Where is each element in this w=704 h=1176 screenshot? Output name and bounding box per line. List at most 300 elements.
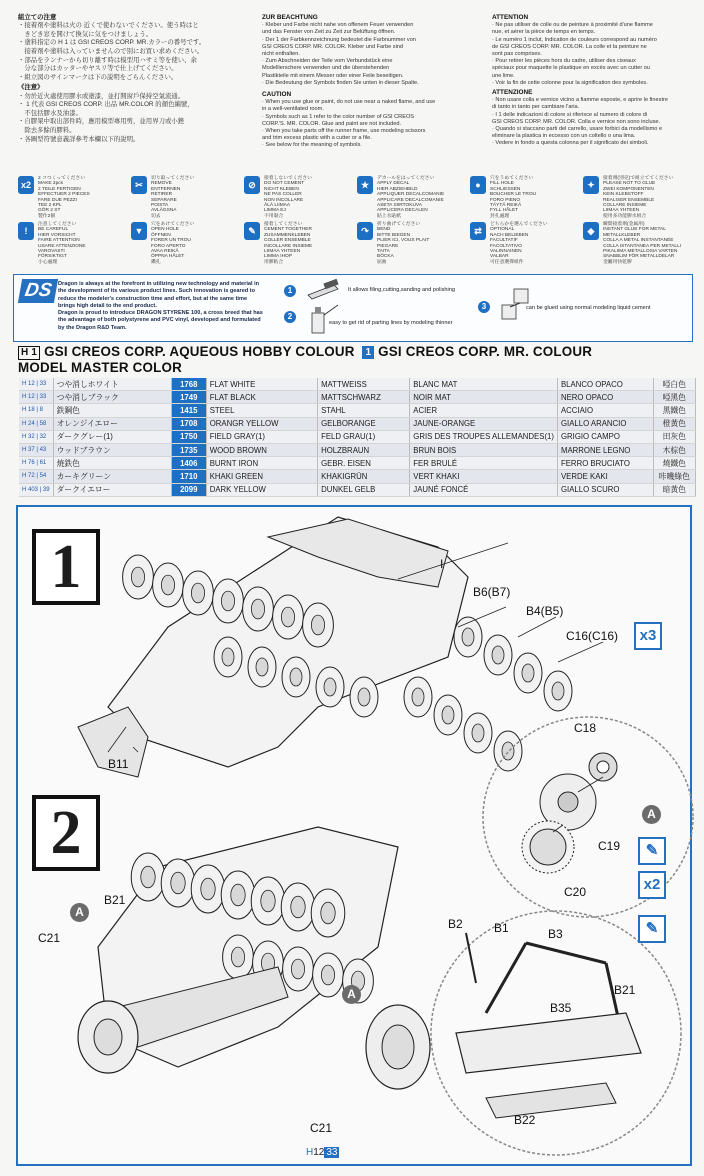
color-jp: ダークイエロー (53, 483, 171, 496)
symbol-line: PIEGARE (377, 243, 399, 249)
color-table-title (18, 344, 592, 375)
color-cn: 啞黑色 (653, 391, 695, 404)
jp-line: ・部品をランナーから切り離す時は模型用ハサミ等を使い、余 (18, 56, 197, 64)
it-heading: ATTENZIONE (492, 89, 533, 97)
color-it: GRIGIO CAMPO (557, 430, 653, 443)
label-c18: C18 (574, 721, 597, 735)
jp-line: 接着剤や塗料は入っていませんので別にお買い求めください。 (18, 47, 204, 55)
color-num: 2099 (171, 483, 206, 496)
color-cn: 暗黃色 (653, 483, 695, 496)
road-wheel-hub (231, 947, 244, 967)
symbol-line: REMOVE (151, 181, 172, 187)
glue-icon: ✎ (244, 222, 260, 240)
ds-line: the development of its various product lines. Such innovation is geared to (58, 288, 256, 295)
file-tool-icon (304, 279, 344, 301)
symbol-line: TEE 2 KPL (38, 203, 62, 209)
color-jp: 鉄鋼色 (53, 404, 171, 417)
symbol-line: NON INCOLLARE (264, 197, 304, 203)
h-box: H 1 (18, 346, 40, 360)
color-de: MATTSCHWARZ (318, 391, 410, 404)
color-cn: 田灰色 (653, 430, 695, 443)
symbol-line: 用膠粘合 (264, 259, 284, 265)
ds-step-3: 3 (478, 301, 490, 313)
symbol-line: 穴をうめてください (490, 176, 534, 181)
x2-multiplier: x2 (638, 871, 666, 899)
color-it: BLANCO OPACO (557, 378, 653, 391)
color-fr: VERT KHAKI (410, 470, 558, 483)
symbol-line: KEIN KLEBSTOFF (603, 192, 644, 198)
color-it: FERRO BRUCIATO (557, 457, 653, 470)
en-line: · When you use glue or paint, do not use near a naked flame, and use (262, 99, 436, 106)
jp-line: 分な部分はカッターやヤスリ等で仕上げてください。 (18, 65, 178, 73)
symbol-multi (583, 176, 674, 219)
ds-line: Dragon is proud to introduce DRAGON STYRENE 100, a cross breed that has (58, 310, 263, 317)
ds-step-2: 2 (284, 311, 296, 323)
color-fr: ACIER (410, 404, 558, 417)
symbol-line: 可任意選擇組件 (490, 259, 524, 265)
de-line: · Die Bedeutung der Symbols finden Sie unten in dieser Spalte. (262, 79, 419, 86)
symbol-line: BEND (377, 227, 391, 233)
fr-line: spéciaux pour maquette le plastique en excès avec un cutter ou (492, 65, 650, 72)
en-line: · See below for the meaning of symbols. (262, 142, 362, 149)
symbol-hole (470, 176, 554, 219)
road-wheel-hub (222, 648, 234, 666)
noglue-icon: ⊘ (244, 176, 260, 194)
color-en: WOOD BROWN (206, 443, 317, 456)
color-fr: FER BRULÉ (410, 457, 558, 470)
cn-line: 除去多餘的膠料。 (18, 126, 76, 134)
it-line: · Non usare colla e vernice vicino a fiamme esposte, e aprire le finestre (492, 97, 668, 104)
en-line: in a well-ventilated room. (262, 106, 324, 113)
symbol-line: 切去 (151, 213, 161, 219)
label-b21-b: B21 (614, 983, 636, 997)
color-num: 1710 (171, 470, 206, 483)
warnings-fr-it (492, 14, 692, 148)
step-2-number: 2 (32, 795, 100, 871)
color-de: STAHL (318, 404, 410, 417)
color-de: FELD GRAU(1) (318, 430, 410, 443)
symbol-line: SCHLIESSEN (490, 186, 521, 192)
label-b22: B22 (514, 1113, 536, 1127)
symbol-line: 金屬用快乾膠 (603, 259, 632, 265)
label-c21-a: C21 (38, 931, 61, 945)
symbol-line: APPLY DECAL (377, 181, 410, 187)
b-box: 1 (362, 346, 374, 359)
instant-icon: ◆ (583, 222, 599, 240)
color-it: ACCIAIO (557, 404, 653, 417)
jp-line: きどき窓を開けて換気に気をつけましょう。 (18, 30, 153, 38)
symbol-noglue (244, 176, 328, 219)
symbol-line: FÖRSIKTIGT (38, 254, 67, 260)
it-line: eliminare la plastica in eccesso con un coltello o una lima. (492, 133, 636, 140)
symbol-line: REALISER ENSEMBLE (603, 197, 655, 203)
fr-line: · Pour retirer les pièces hors du cadre, utiliser des ciseaux (492, 58, 636, 65)
label-c20: C20 (564, 885, 587, 899)
ds-step-1: 1 (284, 285, 296, 297)
de-line: · Zum Abschneiden der Teile vom Verbundstück eine (262, 58, 393, 65)
symbol-line: 2 コつくってください (38, 176, 86, 181)
symbol-line: NACH BELIEBEN (490, 232, 529, 238)
color-code: H 12 | 33 (19, 391, 53, 404)
jp-line: ・組立図のサインマークは下の説明をごらんください。 (18, 73, 178, 81)
symbol-line: APPLICARE DECALCOMANIE (377, 197, 444, 203)
fr-line: une lime. (492, 72, 515, 79)
color-it: NERO OPACO (557, 391, 653, 404)
symbol-line: BOUCHER LE TROU (490, 192, 537, 198)
road-wheel-hub (171, 872, 185, 894)
symbol-x2 (18, 176, 102, 219)
label-i: I (440, 557, 444, 571)
de-line: nicht enthalten. (262, 51, 300, 58)
loose-wheel-hub (522, 664, 534, 682)
color-row (19, 457, 696, 470)
fr-line: · Le numéro 1 inclut, Indication de couleurs correspond au numéro (492, 36, 657, 43)
symbol-line: ZWEI KOMPONENTEN (603, 186, 654, 192)
option-icon: ⇄ (470, 222, 486, 240)
label-b1: B1 (494, 921, 509, 935)
symbol-line: HIER ABZIEHBILD (377, 186, 418, 192)
symbol-line: APPLICERA DECALEN (377, 208, 428, 214)
color-de: DUNKEL GELB (318, 483, 410, 496)
color-jp: ダークグレー(1) (53, 430, 171, 443)
symbol-line: FACULTATIF (490, 238, 518, 244)
x3-multiplier: x3 (634, 622, 662, 650)
symbol-line: LIIMAA YHTEEN (603, 208, 640, 214)
multi-icon: ✦ (583, 176, 599, 194)
badge-a-sprocket: A (642, 805, 661, 824)
color-cn: 咔嘰綠色 (653, 470, 695, 483)
color-it: MARRONE LEGNO (557, 443, 653, 456)
symbol-line: VALINNAINEN (490, 249, 522, 255)
symbol-line: 貼上水貼紙 (377, 213, 401, 219)
color-row (19, 470, 696, 483)
loose-wheel-hub (442, 706, 454, 724)
color-row (19, 443, 696, 456)
road-wheel-hub (131, 567, 144, 587)
symbol-line: MAKE 2pcs (38, 181, 64, 187)
ds-logo: DS (18, 279, 59, 303)
symbol-line: POISTA (151, 203, 169, 209)
en-line: · Symbols such as 1 refer to the color number of GSI CREOS (262, 113, 415, 120)
ds-line: by the Dragon R&D Team. (58, 324, 127, 331)
loose-wheel-hub (412, 688, 424, 706)
label-c16: C16(C16) (566, 629, 619, 643)
color-cn: 黑鐵色 (653, 404, 695, 417)
cn-line: ・勿於近火處使用膠水或塗漆，並打開窗戶保持空氣流通。 (18, 92, 185, 100)
color-jp: つや消しホワイト (53, 378, 171, 391)
cn-line: ・ 1 代表 GSI CREOS CORP. 出品 MR.COLOR 的顏色編號， (18, 101, 194, 109)
color-it: GIALLO SCURO (557, 483, 653, 496)
color-en: BURNT IRON (206, 457, 317, 470)
color-row (19, 404, 696, 417)
step-2-diagram (18, 807, 478, 1162)
symbol-line: 封孔處理 (490, 213, 510, 219)
symbol-instant (583, 222, 682, 265)
cn-heading: 《注意》 (18, 84, 44, 92)
en-heading: CAUTION (262, 91, 292, 99)
it-line: · Quando si staccano parti del carrello, usare forbici da modellismo e (492, 126, 663, 133)
symbol-line: 瞬間接着剤(金属用) (603, 222, 645, 227)
symbol-line: NE PAS COLLER (264, 192, 302, 198)
color-de: GELBORANGE (318, 417, 410, 430)
color-row (19, 483, 696, 496)
road-wheel-hub (256, 658, 268, 676)
ds-text (58, 281, 288, 332)
road-wheel-hub (251, 599, 264, 619)
symbol-line: 2 TEILE FERTIGEN (38, 186, 81, 192)
de-line: Plastikteile mit einem Messer oder einer Feile beseitigen. (262, 72, 404, 79)
en-line: CORP.'S. MR. COLOR. Glue and paint are not included. (262, 120, 402, 127)
symbol-line: どちらかを選んでください (490, 222, 548, 227)
symbol-line: ASETA SIIRTOKUVA (377, 203, 422, 209)
fr-line: nue, et aérer la pièce de temps en temps. (492, 29, 596, 36)
symbol-line: ÖFFNEN (151, 232, 171, 238)
warnings-jp-cn (18, 14, 240, 144)
label-b2: B2 (448, 917, 463, 931)
symbol-line: BÖCKA (377, 254, 394, 260)
footer-n2: 33 (326, 1147, 338, 1158)
color-code: H 37 | 43 (19, 443, 53, 456)
symbol-line: 折り曲げてください (377, 222, 421, 227)
color-code: H 24 | 58 (19, 417, 53, 430)
road-wheel-hub (291, 959, 304, 979)
it-line: di tanto in tanto per cambiare l'aria. (492, 104, 580, 111)
symbol-line: 製作2個 (38, 213, 56, 219)
ds-step-1-text: It allows filing,cutting,sanding and polishing (348, 287, 455, 293)
road-wheel-hub (358, 688, 370, 706)
it-line: GSI CREOS CORP. MR. COLOR. Colla e vernice non sono incluse. (492, 118, 661, 125)
assembly-panel (16, 505, 692, 1166)
symbol-line: OPTIONAL (490, 227, 515, 233)
color-de: GEBR. EISEN (318, 457, 410, 470)
ds-line: Dragon is always at the forefront in utilizing new technology and material in (58, 281, 260, 287)
symbol-line: 使用多功能膠水組合 (603, 213, 647, 219)
color-en: ORANGR YELLOW (206, 417, 317, 430)
symbol-line: ÄLÄ LIIMAA (264, 203, 291, 209)
symbol-line: 接着してください (264, 222, 303, 227)
label-c19: C19 (598, 839, 621, 853)
symbol-line: 接着剤(別売)で組立ててください (603, 176, 674, 181)
symbol-line: RETIRER (151, 192, 173, 198)
jp-line: ・接着剤や塗料は火の 近くで使わないでください。使う時はと (18, 22, 199, 30)
symbol-care (18, 222, 102, 265)
de-line: Modellierschere verwenden und die überstehenden (262, 65, 390, 72)
color-en: KHAKI GREEN (206, 470, 317, 483)
label-b11: B11 (108, 757, 129, 771)
symbol-drill (131, 222, 215, 265)
color-en: FLAT WHITE (206, 378, 317, 391)
ds-line: the advantage of both polystyrene and PVC vinyl, developed and formulated (58, 317, 261, 324)
color-en: STEEL (206, 404, 317, 417)
color-en: FIELD GRAY(1) (206, 430, 317, 443)
badge-a-right: A (342, 985, 361, 1004)
dragon-styrene-note (13, 274, 693, 342)
symbol-line: 穴をあけてください (151, 222, 195, 227)
symbol-line: FORER UN TROU (151, 238, 191, 244)
symbol-line: DO NOT CEMENT (264, 181, 305, 187)
color-num: 1415 (171, 404, 206, 417)
symbol-line: COLLER ENSEMBLE (264, 238, 311, 244)
road-wheel-hub (321, 965, 334, 985)
symbol-line: LIMMA IHOP (264, 254, 292, 260)
color-cn: 啞白色 (653, 378, 695, 391)
ds-step-3-text: can be glued using normal modeling liquid cement (526, 305, 651, 311)
symbol-cut (131, 176, 215, 219)
label-b35: B35 (550, 1001, 572, 1015)
road-wheel-hub (290, 668, 302, 686)
symbol-line: FORO PIENO (490, 197, 521, 203)
color-code: H 76 | 61 (19, 457, 53, 470)
symbol-line: ENTFERNEN (151, 186, 181, 192)
symbol-line: APPLIQUER DECALCOMANIE (377, 192, 445, 198)
color-fr: JAUNE-ORANGE (410, 417, 558, 430)
drill-icon: ▼ (131, 222, 147, 240)
color-num: 1406 (171, 457, 206, 470)
symbol-line: INCOLLARE INSIEME (264, 243, 313, 249)
color-num: 1708 (171, 417, 206, 430)
decal-icon: ★ (357, 176, 373, 194)
en-line: and trim excess plastic with a cutter or a file. (262, 135, 372, 142)
symbol-line: BE CAREFUL (38, 227, 69, 233)
road-wheel-hub (191, 583, 204, 603)
symbol-line: GÖR 2 ST (38, 208, 61, 214)
symbol-line: SNABBLIM FÖR METALLDELAR (603, 254, 675, 260)
color-title-line2: MODEL MASTER COLOR (18, 360, 183, 375)
road-wheel-hub (321, 902, 335, 924)
color-row (19, 417, 696, 430)
color-cn: 燒鐵色 (653, 457, 695, 470)
road-wheel-hub (261, 890, 275, 912)
color-jp: つや消しブラック (53, 391, 171, 404)
color-de: MATTWEISS (318, 378, 410, 391)
color-code: H 32 | 32 (19, 430, 53, 443)
color-table (19, 378, 696, 497)
color-fr: NOIR MAT (410, 391, 558, 404)
road-wheel-hub (291, 896, 305, 918)
color-jp: ウッドブラウン (53, 443, 171, 456)
symbol-line: 切り取ってください (151, 176, 195, 181)
cut-icon: ✂ (131, 176, 147, 194)
symbol-line: FORO APERTO (151, 243, 186, 249)
road-wheel-hub (231, 884, 245, 906)
page-footer (306, 1147, 339, 1158)
symbol-line: 小心處理 (38, 259, 58, 265)
step-1-number: 1 (32, 529, 100, 605)
footer-n1: 12 (313, 1147, 325, 1158)
symbol-line: 不用黏合 (264, 213, 284, 219)
color-code: H 403 | 39 (19, 483, 53, 496)
glue-icon: ✎ (638, 837, 666, 865)
color-row (19, 430, 696, 443)
symbol-line: INSTANT GLUE FOR METAL (603, 227, 666, 233)
label-b6: B6(B7) (473, 585, 511, 599)
road-wheel-hub (141, 866, 155, 888)
color-row (19, 391, 696, 404)
color-row (19, 378, 696, 391)
symbol-line: デカールをはってください (377, 176, 435, 181)
ds-line: reduce the modeler's construction time and effort, but at the same time (58, 295, 248, 302)
symbol-line: AVAA REIKÄ (151, 249, 179, 255)
symbol-line: PLEASE NOT TO GLUE (603, 181, 656, 187)
color-fr: GRIS DES TROUPES ALLEMANDES(1) (410, 430, 558, 443)
cn-line: ・自膠架中取出部件時，應用模型專用剪，並用界刀或小銼 (18, 118, 185, 126)
symbol-line: FILL HOLE (490, 181, 514, 187)
de-line: · Der 1 der Farbkennzeichnung bedeutet die Farbnummer von (262, 36, 416, 43)
loose-wheel-hub (462, 628, 474, 646)
color-jp: 焼鉄色 (53, 457, 171, 470)
color-cn: 橙黃色 (653, 417, 695, 430)
symbol-line: 接着しないでください (264, 176, 312, 181)
symbol-line: LIIMAA YHTEEN (264, 249, 301, 255)
symbol-line: FYLL HÅLET (490, 208, 519, 214)
symbol-line: USARE ATTENZIONE (38, 243, 86, 249)
it-line: · I 1 delle indicazioni di colore si riferisce al numero di colore di (492, 111, 648, 118)
symbol-line: COLLARE INSIEME (603, 203, 647, 209)
color-de: KHAKIGRÜN (318, 470, 410, 483)
care-icon: ! (18, 222, 34, 240)
bend-icon: ↷ (357, 222, 373, 240)
symbol-line: 鑽孔 (151, 259, 161, 265)
symbol-line: FAIRE ATTENTION (38, 238, 80, 244)
fr-line: sont pas comprises. (492, 51, 542, 58)
label-b4: B4(B5) (526, 604, 564, 618)
symbol-line: NICHT KLEBEN (264, 186, 299, 192)
symbol-line: METALLKLEBER (603, 232, 641, 238)
color-num: 1735 (171, 443, 206, 456)
symbol-line: COLLA A METAL INSTANTANÉE (603, 238, 674, 244)
symbol-bend (357, 222, 441, 265)
symbol-line: SEPARARE (151, 197, 177, 203)
label-c21-b: C21 (310, 1121, 333, 1135)
symbol-line: PLIER ICI, VOUS PLAIT (377, 238, 430, 244)
symbol-line: PIKALIIMA METALLOSIA VARTEN (603, 249, 678, 255)
symbol-line: TÄYTÄ REIKÄ (490, 203, 522, 209)
loose-wheel-hub (492, 646, 504, 664)
color-title-part2: GSI CREOS CORP. MR. COLOUR (378, 344, 593, 359)
jp-line: ・塗料指定の H 1 は GSI CREOS CORP. MR.カラーの番号です。 (18, 39, 206, 47)
road-wheel-hub (201, 878, 215, 900)
symbol-line: EFFECTUER 2 PIECES (38, 192, 90, 198)
color-jp: オレンジイエロー (53, 417, 171, 430)
color-fr: BRUN BOIS (410, 443, 558, 456)
cn-line: ・各圖型符號意義詳參考本欄以下的說明。 (18, 135, 140, 143)
symbol-line: OPEN HOLE (151, 227, 179, 233)
color-fr: BLANC MAT (410, 378, 558, 391)
label-b3: B3 (548, 927, 563, 941)
glue-icon: ✎ (638, 915, 666, 943)
it-line: · Vedere in fondo a questa colonna per il significato dei simboli. (492, 140, 649, 147)
de-line: und das Fenster von Zeit zu Zeit zur Belüftung öffnen. (262, 29, 396, 36)
symbol-line: AVLÄGSNA (151, 208, 177, 214)
warnings-de-en (262, 14, 472, 150)
symbol-line: COLLA ISTANTANEA PER METALLI (603, 243, 682, 249)
color-code: H 12 | 33 (19, 378, 53, 391)
de-line: · Kleber und Farbe nicht nahe von offenem Feuer verwenden (262, 22, 414, 29)
ds-line: brings high detail to the end product. (58, 302, 157, 309)
color-num: 1749 (171, 391, 206, 404)
symbol-line: HIER VORSICHT (38, 232, 76, 238)
symbol-line: 屈曲 (377, 259, 387, 265)
x2-icon: x2 (18, 176, 34, 194)
road-wheel-hub (324, 678, 336, 696)
cn-line: 不包括膠水及油漆。 (18, 109, 82, 117)
hole-icon: ● (470, 176, 486, 194)
en-line: · When you take parts off the runner frame, use modeling scissors (262, 128, 426, 135)
symbol-line: CEMENT TOGETHER (264, 227, 312, 233)
color-cn: 木棕色 (653, 443, 695, 456)
symbol-line: LIMMA EJ (264, 208, 286, 214)
road-wheel-hub (221, 591, 234, 611)
